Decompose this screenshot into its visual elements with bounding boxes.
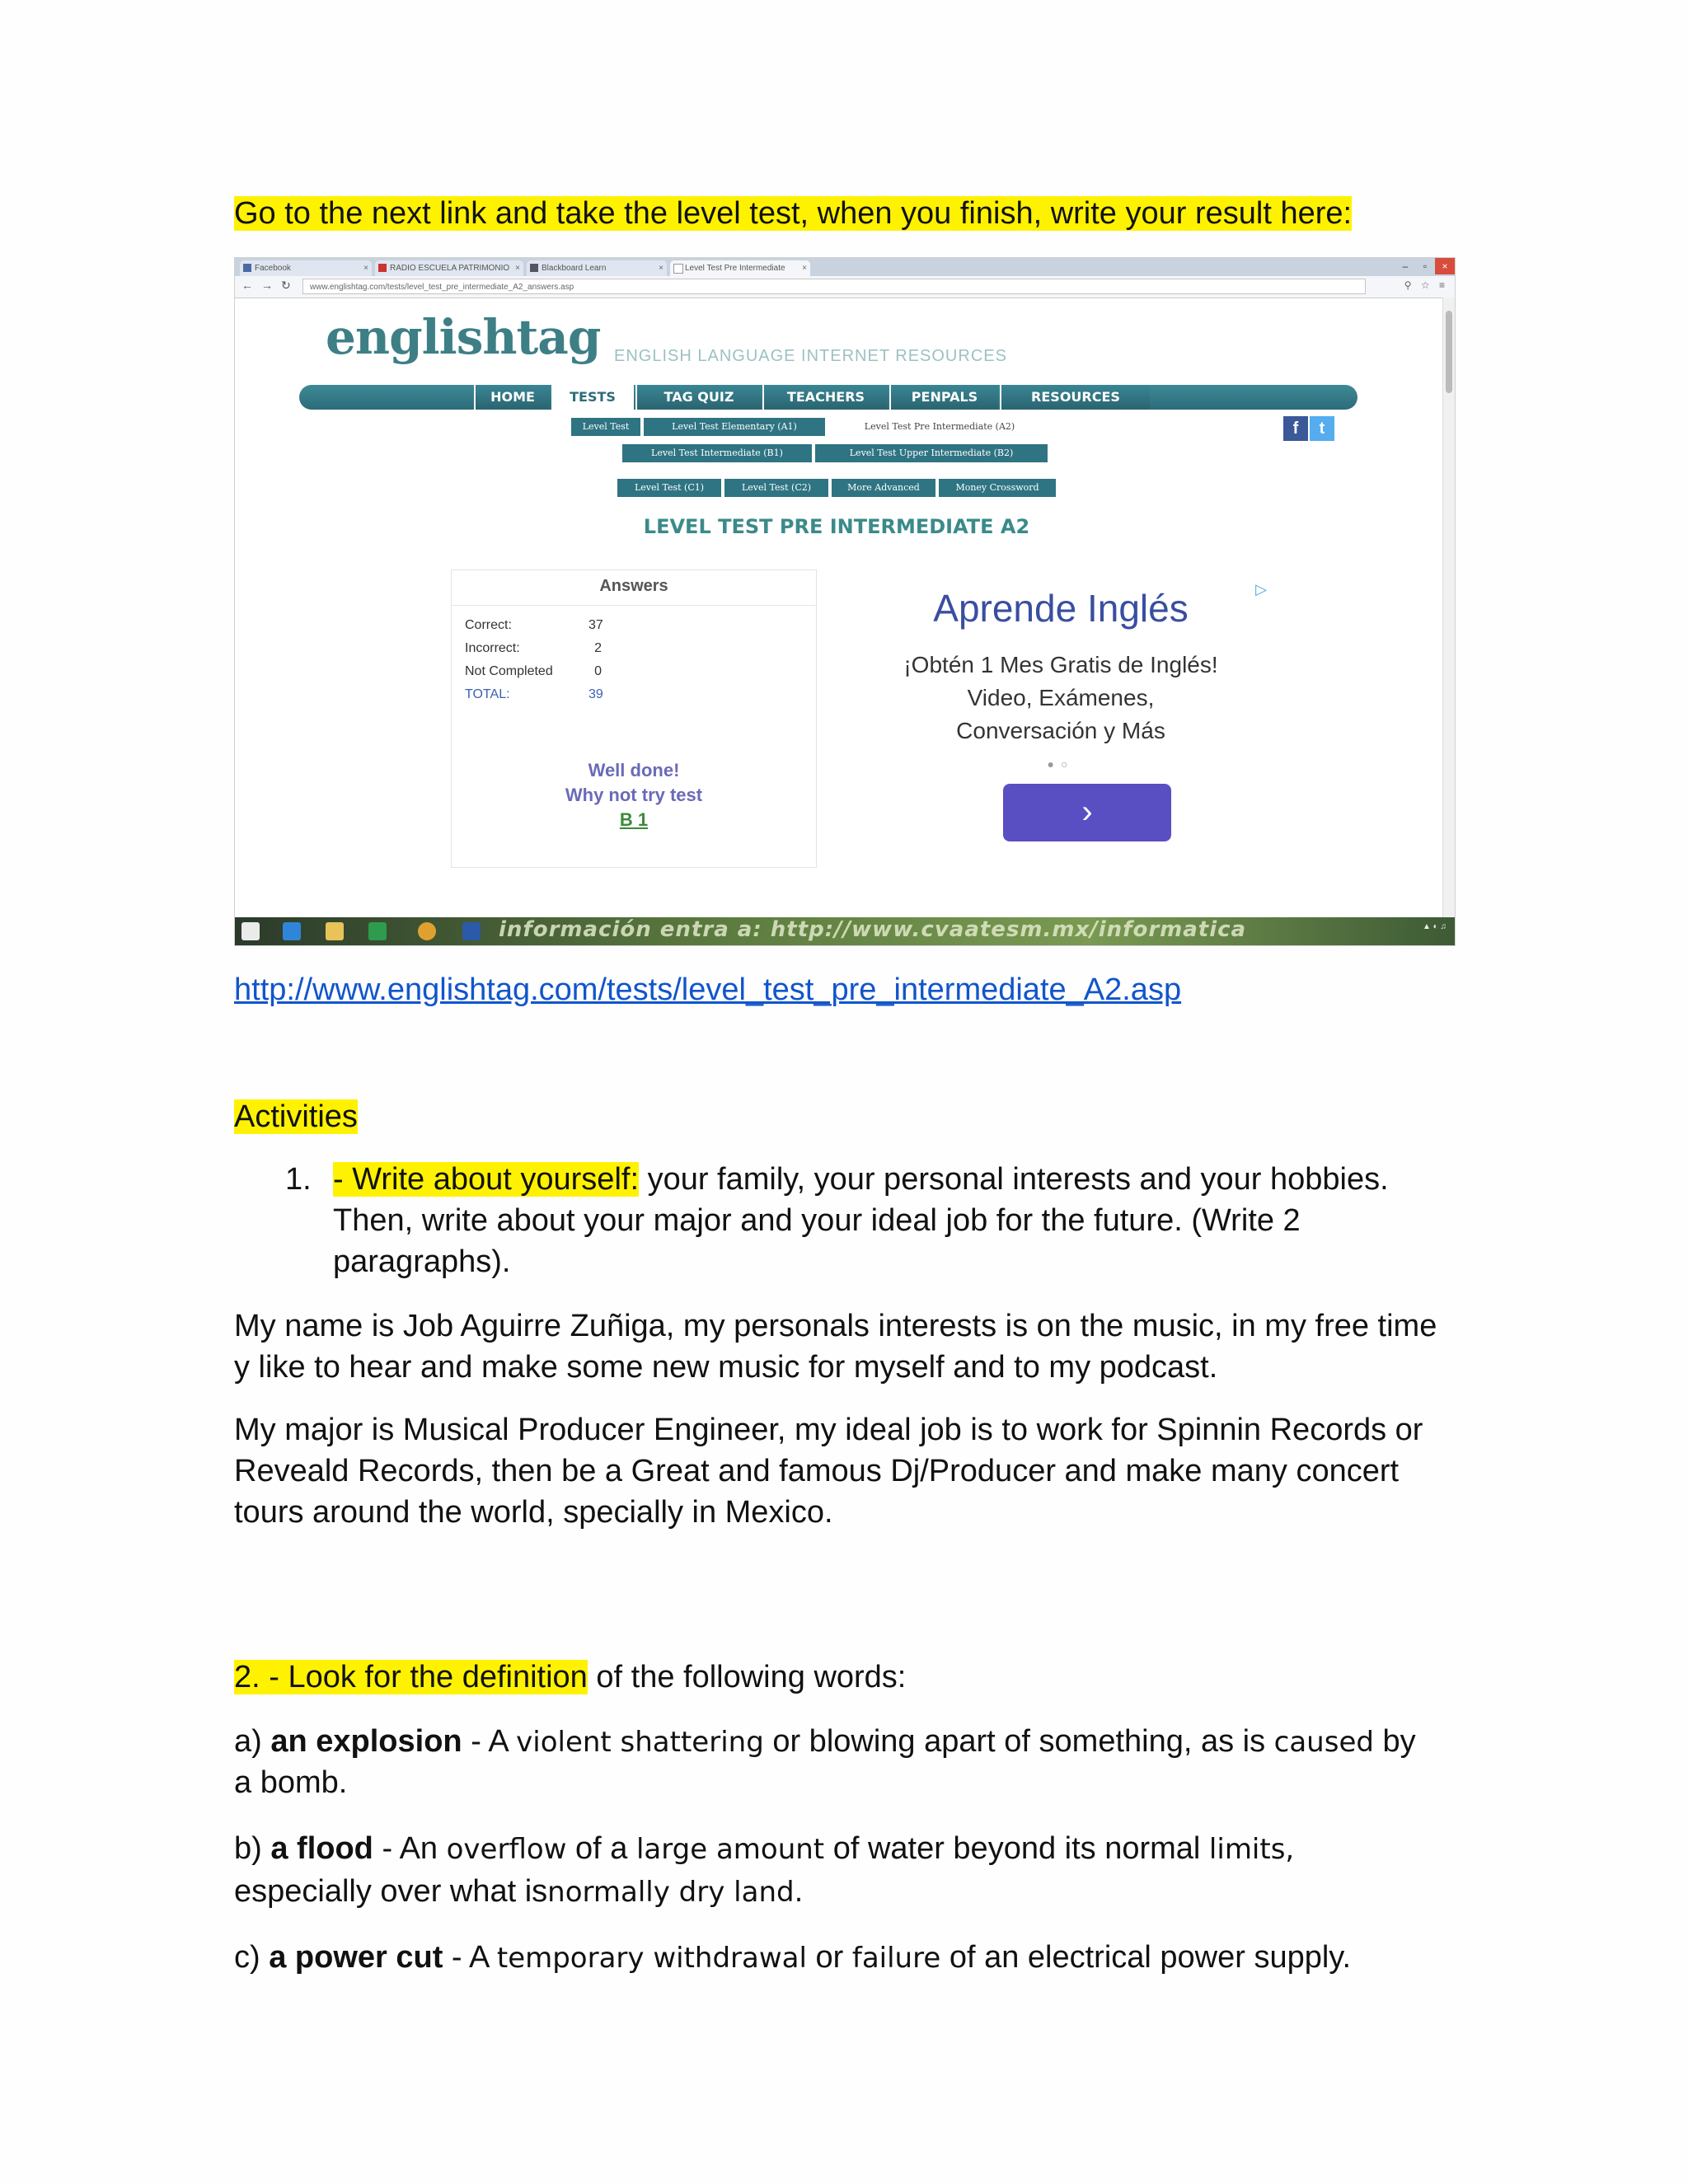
tab-label: Level Test Pre Intermediate (685, 264, 785, 273)
answers-heading: Answers (599, 577, 668, 595)
subnav-a1[interactable]: Level Test Elementary (A1) (644, 418, 825, 436)
tab-label: Blackboard Learn (542, 264, 607, 273)
def-text: or blowing apart of something, as is (763, 1724, 1274, 1759)
scrollbar[interactable] (1442, 298, 1455, 917)
subnav-more-advanced[interactable]: More Advanced (832, 479, 935, 497)
site-tagline: ENGLISH LANGUAGE INTERNET RESOURCES (614, 347, 1007, 365)
def-term: a flood (270, 1831, 373, 1866)
def-text: especially over what is (234, 1874, 548, 1909)
answer-value: 0 (594, 664, 602, 678)
system-tray: ▲ ◐ ♫ (1423, 922, 1447, 931)
answer-value-total: 39 (588, 687, 603, 701)
chrome-icon[interactable] (418, 922, 436, 940)
embedded-screenshot (234, 257, 1456, 946)
def-term: an explosion (270, 1724, 462, 1759)
activities-highlight: Activities (234, 1099, 358, 1134)
def-sep: - A (462, 1724, 517, 1759)
answer-paragraph-1: My name is Job Aguirre Zuñiga, my personals interests is on the music, in my free time y like to hear and make some new music for myself and to my podcast. (234, 1309, 1437, 1385)
def-text: violent shattering (516, 1726, 764, 1759)
item1-rest: your family, your personal interests and your hobbies. (639, 1162, 1389, 1197)
close-icon[interactable]: × (659, 264, 663, 273)
forward-icon[interactable]: → (261, 279, 273, 292)
def-letter: c) (234, 1940, 270, 1975)
level-test-title: LEVEL TEST PRE INTERMEDIATE A2 (643, 515, 1030, 538)
tab-label: Facebook (255, 264, 291, 273)
subnav-c2[interactable]: Level Test (C2) (724, 479, 828, 497)
url-input[interactable]: www.englishtag.com/tests/level_test_pre_intermediate_A2_answers.asp (302, 279, 1366, 294)
result-message (452, 758, 816, 832)
tab-label: RADIO ESCUELA PATRIMONIO (390, 264, 510, 273)
def-text: normally dry land. (547, 1876, 804, 1909)
subnav-b1[interactable]: Level Test Intermediate (B1) (622, 444, 812, 462)
close-icon[interactable]: × (363, 264, 368, 273)
def-text: or (806, 1940, 852, 1975)
scrollbar-thumb[interactable] (1446, 311, 1452, 393)
subnav-money-crossword[interactable]: Money Crossword (939, 479, 1056, 497)
nav-teachers[interactable]: TEACHERS (762, 385, 888, 410)
back-icon[interactable]: ← (241, 279, 253, 292)
item2-highlight: 2. - Look for the definition (234, 1660, 588, 1694)
def-text: of an electrical power supply. (940, 1940, 1352, 1975)
def-sep: - An (373, 1831, 447, 1866)
answer-value: 2 (594, 641, 602, 655)
twitter-icon[interactable]: t (1310, 416, 1334, 441)
address-bar-row (235, 276, 1455, 298)
adchoices-icon[interactable]: ▷ (1255, 581, 1267, 598)
definition-c-line1 (234, 1937, 1351, 1979)
ad-body (871, 649, 1250, 748)
def-letter: b) (234, 1831, 271, 1866)
nav-tests[interactable]: TESTS (551, 385, 634, 410)
subnav-b2[interactable]: Level Test Upper Intermediate (B2) (815, 444, 1048, 462)
nav-resources[interactable]: RESOURCES (1000, 385, 1150, 410)
well-done-text: Well done! (588, 760, 680, 780)
definition-b-line2 (234, 1871, 803, 1913)
item2-rest: of the following words: (587, 1660, 907, 1694)
divider (452, 605, 816, 606)
browser-tab[interactable] (375, 260, 523, 276)
def-term: a power cut (269, 1940, 443, 1975)
blackboard-icon (530, 264, 538, 272)
site-logo[interactable]: englishtag (326, 309, 601, 365)
def-text: large amount (635, 1833, 825, 1866)
def-sep: - A (443, 1940, 497, 1975)
reload-icon[interactable]: ↻ (281, 279, 291, 292)
def-text: by (1373, 1724, 1416, 1759)
def-text: overflow (446, 1833, 567, 1866)
answers-box (451, 569, 817, 868)
activities-heading (234, 1096, 358, 1137)
browser-tab-active[interactable] (670, 260, 810, 276)
def-text: of a (566, 1831, 636, 1866)
ad-line: Video, Exámenes, (967, 685, 1155, 710)
next-level-link[interactable]: B 1 (619, 809, 649, 830)
browser-tab-bar (235, 258, 1455, 276)
def-text: of water beyond its normal (824, 1831, 1209, 1866)
internet-explorer-icon[interactable] (283, 922, 301, 940)
def-text: caused (1273, 1726, 1374, 1759)
why-not-text: Why not try test (565, 785, 703, 805)
windows-taskbar (235, 917, 1455, 945)
subnav-level-test[interactable]: Level Test (571, 418, 640, 436)
ad-next-button[interactable]: › (1003, 784, 1171, 841)
advertisement[interactable] (871, 568, 1283, 848)
nav-penpals[interactable]: PENPALS (889, 385, 998, 410)
answer-label: Correct: (465, 618, 512, 632)
excel-icon[interactable] (368, 922, 387, 940)
radio-icon (378, 264, 387, 272)
close-icon[interactable]: × (515, 264, 520, 273)
instruction-text (234, 193, 1352, 234)
item1-line2: Then, write about your major and your ideal job for the future. (Write 2 (333, 1203, 1301, 1238)
definition-a-line1 (234, 1721, 1416, 1763)
subnav-a2[interactable]: Level Test Pre Intermediate (A2) (864, 421, 1015, 432)
carousel-dots[interactable]: ●○ (1047, 757, 1075, 771)
ad-title[interactable]: Aprende Inglés (933, 587, 1189, 630)
answer-label-total: TOTAL: (465, 687, 510, 701)
page-icon (673, 264, 683, 274)
minimize-icon[interactable]: – (1402, 260, 1409, 272)
answer-label: Not Completed (465, 664, 553, 678)
ad-line: ¡Obtén 1 Mes Gratis de Inglés! (903, 652, 1218, 677)
taskbar-watermark: información entra a: http://www.cvaatesm.mx/informatica (499, 917, 1247, 942)
browser-tab[interactable] (240, 260, 372, 276)
definition-a-line2: a bomb. (234, 1765, 348, 1800)
def-text: failure (851, 1942, 941, 1975)
nav-tag-quiz[interactable]: TAG QUIZ (635, 385, 761, 410)
item1-highlight: - Write about yourself: (333, 1162, 640, 1197)
nav-home[interactable]: HOME (474, 385, 550, 410)
facebook-icon[interactable]: f (1283, 416, 1308, 441)
test-link[interactable]: http://www.englishtag.com/tests/level_test_pre_intermediate_A2.asp (234, 972, 1182, 1007)
def-text: temporary withdrawal (496, 1942, 807, 1975)
answer-paragraph-2: My major is Musical Producer Engineer, my ideal job is to work for Spinnin Records or Reveald Records, then be a Great and famous Dj/Producer and make many concert tours around the world, specially in Mexico. (234, 1413, 1423, 1530)
windows-start-icon[interactable] (241, 922, 260, 940)
answer-value: 37 (588, 618, 603, 632)
window-controls (1395, 258, 1455, 274)
item1-line3: paragraphs). (333, 1244, 511, 1279)
def-letter: a) (234, 1724, 271, 1759)
item2-heading (234, 1657, 906, 1698)
close-icon[interactable]: × (802, 264, 807, 273)
browser-tab[interactable] (527, 260, 667, 276)
item1-line1 (333, 1159, 1389, 1200)
def-text: limits, (1208, 1833, 1295, 1866)
word-icon[interactable] (462, 922, 481, 940)
file-explorer-icon[interactable] (326, 922, 344, 940)
answer-label: Incorrect: (465, 641, 520, 655)
instruction-highlight: Go to the next link and take the level test, when you finish, write your result here: (234, 196, 1353, 231)
close-window-icon[interactable]: × (1435, 258, 1455, 274)
ad-line: Conversación y Más (956, 718, 1165, 743)
toolbar-icons[interactable]: ⚲ ☆ ≡ (1404, 279, 1448, 291)
maximize-icon[interactable]: ▫ (1423, 260, 1428, 272)
item1-number: 1. (285, 1162, 312, 1197)
definition-b-line1 (234, 1828, 1294, 1870)
facebook-icon (243, 264, 251, 272)
subnav-c1[interactable]: Level Test (C1) (617, 479, 721, 497)
